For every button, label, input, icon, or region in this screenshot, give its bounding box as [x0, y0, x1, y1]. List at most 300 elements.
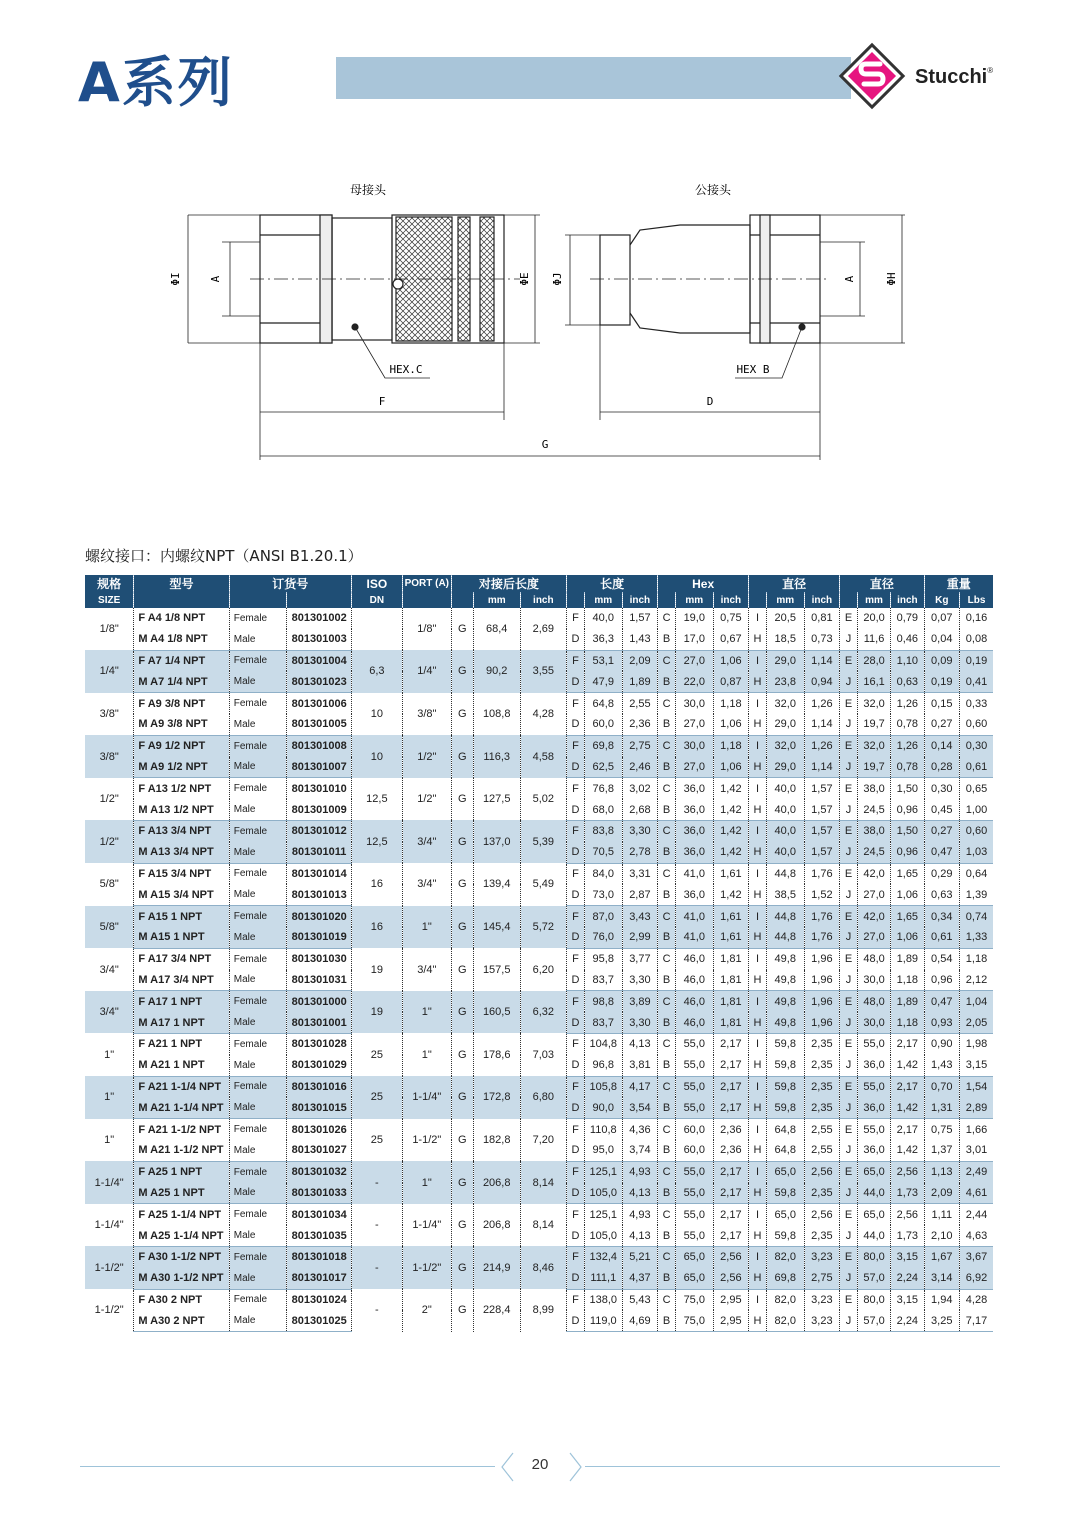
cell-lin: 1,57 [622, 608, 658, 629]
cell-model: F A17 1 NPT [134, 991, 229, 1012]
dim-phi-j: ΦJ [551, 272, 564, 286]
cell-d2: J [840, 1268, 858, 1289]
cell-port: 1-1/2" [402, 1246, 451, 1289]
cell-kg: 0,61 [924, 927, 960, 948]
cell-d1mm: 40,0 [766, 820, 804, 841]
cell-order-code: 801301017 [287, 1268, 351, 1289]
cell-h: B [658, 1097, 676, 1118]
table-row [85, 820, 993, 841]
cell-h: C [658, 906, 676, 927]
cell-lin: 3,54 [622, 1097, 658, 1118]
cell-d1: H [749, 629, 767, 650]
cell-l: D [567, 714, 585, 735]
cell-l: F [567, 608, 585, 629]
cell-kg: 0,70 [924, 1076, 960, 1097]
cell-h: B [658, 884, 676, 905]
cell-hin: 1,42 [713, 842, 749, 863]
cell-dn: - [351, 1289, 402, 1332]
cell-port: 1" [402, 1033, 451, 1076]
cell-hmm: 60,0 [675, 1119, 713, 1140]
cell-d2mm: 16,1 [857, 671, 890, 692]
cell-lin: 3,31 [622, 863, 658, 884]
cell-hin: 2,36 [713, 1119, 749, 1140]
cell-d1in: 1,57 [804, 820, 840, 841]
cell-lmm: 53,1 [584, 650, 622, 671]
cell-type: Male [229, 671, 287, 692]
cell-size: 1/2" [99, 793, 119, 806]
cell-size: 5/8" [99, 878, 119, 891]
table-row [85, 1033, 993, 1054]
cell-hmm: 22,0 [675, 671, 713, 692]
cell-d2mm: 38,0 [857, 778, 890, 799]
cell-hin: 1,81 [713, 1012, 749, 1033]
cell-order-code: 801301007 [287, 757, 351, 778]
cell-d2mm: 57,0 [857, 1310, 890, 1331]
table-row [85, 948, 993, 969]
cell-g-inch: 6,32 [520, 991, 567, 1034]
cell-d1in: 0,94 [804, 671, 840, 692]
cell-d1: H [749, 1268, 767, 1289]
dim-a-female: A [209, 275, 222, 283]
cell-kg: 0,93 [924, 1012, 960, 1033]
cell-hmm: 46,0 [675, 970, 713, 991]
cell-d2: J [840, 1140, 858, 1161]
cell-order-code: 801301033 [287, 1183, 351, 1204]
cell-d1: H [749, 884, 767, 905]
cell-type: Female [229, 1033, 287, 1054]
cell-lmm: 70,5 [584, 842, 622, 863]
cell-d1mm: 29,0 [766, 714, 804, 735]
cell-g-letter: G [451, 735, 473, 778]
cell-d2in: 0,79 [891, 608, 924, 629]
cell-g-mm: 137,0 [473, 820, 520, 863]
cell-d2in: 0,96 [891, 842, 924, 863]
cell-hmm: 55,0 [675, 1225, 713, 1246]
cell-d1: I [749, 863, 767, 884]
cell-d1mm: 29,0 [766, 757, 804, 778]
cell-model: F A21 1-1/4 NPT [134, 1076, 229, 1097]
cell-lbs: 2,44 [960, 1204, 993, 1225]
cell-lbs: 1,03 [960, 842, 993, 863]
cell-d2in: 1,42 [891, 1140, 924, 1161]
cell-lbs: 1,18 [960, 948, 993, 969]
cell-d1mm: 49,8 [766, 1012, 804, 1033]
cell-type: Female [229, 1289, 287, 1310]
dim-hex-c: HEX.C [389, 363, 423, 376]
cell-d2in: 1,89 [891, 948, 924, 969]
cell-lin: 3,81 [622, 1055, 658, 1076]
cell-g-inch: 4,58 [520, 735, 567, 778]
cell-order-code: 801301025 [287, 1310, 351, 1331]
cell-h: B [658, 757, 676, 778]
cell-d2mm: 57,0 [857, 1268, 890, 1289]
cell-h: C [658, 735, 676, 756]
cell-d1mm: 18,5 [766, 629, 804, 650]
cell-d2mm: 44,0 [857, 1225, 890, 1246]
cell-lin: 3,43 [622, 906, 658, 927]
cell-hmm: 75,0 [675, 1289, 713, 1310]
cell-d2in: 2,17 [891, 1076, 924, 1097]
cell-hmm: 17,0 [675, 629, 713, 650]
cell-lbs: 7,17 [960, 1310, 993, 1331]
cell-order-code: 801301030 [287, 948, 351, 969]
cell-lmm: 47,9 [584, 671, 622, 692]
cell-d1: H [749, 1140, 767, 1161]
cell-order-code: 801301034 [287, 1204, 351, 1225]
cell-d2mm: 27,0 [857, 927, 890, 948]
cell-hmm: 55,0 [675, 1055, 713, 1076]
th-length: 长度 [567, 575, 658, 592]
cell-lmm: 40,0 [584, 608, 622, 629]
cell-kg: 0,27 [924, 714, 960, 735]
cell-l: D [567, 1140, 585, 1161]
cell-d1mm: 82,0 [766, 1289, 804, 1310]
cell-l: F [567, 1119, 585, 1140]
cell-lmm: 60,0 [584, 714, 622, 735]
cell-d1mm: 64,8 [766, 1140, 804, 1161]
stucchi-logo-icon [836, 40, 908, 112]
cell-d1: H [749, 970, 767, 991]
th-size-en: SIZE [85, 592, 134, 608]
cell-model: M A21 1-1/4 NPT [134, 1097, 229, 1118]
cell-d1mm: 49,8 [766, 970, 804, 991]
cell-lin: 2,68 [622, 799, 658, 820]
cell-size: 1" [104, 1133, 115, 1146]
table-row [85, 1076, 993, 1097]
cell-d2mm: 42,0 [857, 906, 890, 927]
female-coupling [250, 215, 520, 343]
cell-l: F [567, 693, 585, 714]
brand-name: Stucchi® [915, 66, 994, 88]
cell-hin: 1,81 [713, 948, 749, 969]
cell-hmm: 41,0 [675, 906, 713, 927]
cell-lbs: 1,98 [960, 1033, 993, 1054]
cell-kg: 0,04 [924, 629, 960, 650]
cell-d2in: 2,56 [891, 1161, 924, 1182]
cell-d2: E [840, 948, 858, 969]
cell-lin: 3,89 [622, 991, 658, 1012]
cell-kg: 0,29 [924, 863, 960, 884]
cell-h: C [658, 650, 676, 671]
cell-d1: H [749, 1097, 767, 1118]
cell-d2mm: 36,0 [857, 1140, 890, 1161]
cell-g-inch: 5,72 [520, 906, 567, 949]
cell-lmm: 110,8 [584, 1119, 622, 1140]
cell-hmm: 55,0 [675, 1204, 713, 1225]
cell-lmm: 132,4 [584, 1246, 622, 1267]
cell-d1mm: 59,8 [766, 1097, 804, 1118]
cell-d1in: 1,76 [804, 927, 840, 948]
cell-model: M A13 3/4 NPT [134, 842, 229, 863]
header-bar [336, 57, 851, 99]
cell-g-mm: 178,6 [473, 1033, 520, 1076]
cell-d1mm: 59,8 [766, 1183, 804, 1204]
cell-hin: 1,61 [713, 927, 749, 948]
cell-port: 1/8" [402, 608, 451, 650]
cell-port: 1" [402, 906, 451, 949]
cell-lbs: 0,61 [960, 757, 993, 778]
cell-hin: 2,56 [713, 1268, 749, 1289]
cell-d2mm: 36,0 [857, 1055, 890, 1076]
cell-model: F A4 1/8 NPT [134, 608, 229, 629]
cell-size: 1/4" [85, 650, 134, 693]
cell-d2mm: 80,0 [857, 1246, 890, 1267]
cell-lbs: 3,15 [960, 1055, 993, 1076]
cell-d1: I [749, 820, 767, 841]
cell-lbs: 4,61 [960, 1183, 993, 1204]
cell-d1in: 1,57 [804, 799, 840, 820]
cell-lin: 4,37 [622, 1268, 658, 1289]
cell-d2mm: 24,5 [857, 799, 890, 820]
th-kg: Kg [924, 592, 960, 608]
cell-d2: J [840, 1183, 858, 1204]
cell-lbs: 0,60 [960, 820, 993, 841]
cell-dn: 16 [351, 906, 402, 949]
cell-lbs: 0,08 [960, 629, 993, 650]
cell-kg: 2,10 [924, 1225, 960, 1246]
cell-lbs: 2,05 [960, 1012, 993, 1033]
th-weight: 重量 [924, 575, 993, 592]
cell-model: M A13 1/2 NPT [134, 799, 229, 820]
cell-d2mm: 65,0 [857, 1204, 890, 1225]
cell-h: B [658, 1140, 676, 1161]
cell-d2: E [840, 778, 858, 799]
cell-hin: 0,67 [713, 629, 749, 650]
cell-d1in: 1,26 [804, 693, 840, 714]
cell-d2: E [840, 608, 858, 629]
cell-lmm: 68,0 [584, 799, 622, 820]
cell-port: 3/8" [402, 693, 451, 736]
cell-d1: H [749, 1012, 767, 1033]
cell-d2: J [840, 970, 858, 991]
cell-type: Male [229, 1310, 287, 1331]
cell-d1in: 2,35 [804, 1183, 840, 1204]
cell-lbs: 2,49 [960, 1161, 993, 1182]
cell-dn: 19 [351, 948, 402, 991]
cell-h: B [658, 970, 676, 991]
cell-order-code: 801301001 [287, 1012, 351, 1033]
cell-model: F A21 1 NPT [134, 1033, 229, 1054]
cell-port: 1-1/4" [402, 1204, 451, 1247]
cell-g-letter: G [451, 1161, 473, 1204]
cell-d2in: 2,24 [891, 1268, 924, 1289]
cell-d2: J [840, 757, 858, 778]
dim-g: G [541, 438, 549, 451]
cell-model: F A13 3/4 NPT [134, 820, 229, 841]
cell-l: F [567, 906, 585, 927]
cell-d2in: 2,17 [891, 1033, 924, 1054]
cell-h: B [658, 1310, 676, 1331]
cell-size: 1" [85, 1076, 134, 1119]
cell-d1mm: 40,0 [766, 842, 804, 863]
cell-d2mm: 65,0 [857, 1161, 890, 1182]
cell-hin: 1,42 [713, 778, 749, 799]
cell-hin: 2,56 [713, 1246, 749, 1267]
cell-d1: H [749, 757, 767, 778]
cell-type: Female [229, 948, 287, 969]
cell-type: Male [229, 1140, 287, 1161]
cell-d1: I [749, 1076, 767, 1097]
cell-d1mm: 32,0 [766, 693, 804, 714]
cell-d1mm: 64,8 [766, 1119, 804, 1140]
cell-d2in: 1,06 [891, 927, 924, 948]
cell-order-code: 801301005 [287, 714, 351, 735]
cell-l: D [567, 970, 585, 991]
cell-hmm: 65,0 [675, 1268, 713, 1289]
cell-lin: 4,13 [622, 1033, 658, 1054]
cell-hmm: 55,0 [675, 1033, 713, 1054]
cell-d2: E [840, 1033, 858, 1054]
cell-h: B [658, 1225, 676, 1246]
cell-model: M A15 3/4 NPT [134, 884, 229, 905]
cell-l: F [567, 1076, 585, 1097]
cell-d1: H [749, 1310, 767, 1331]
cell-type: Female [229, 1119, 287, 1140]
cell-lbs: 0,16 [960, 608, 993, 629]
dim-phi-i: ΦI [169, 272, 182, 286]
cell-order-code: 801301002 [287, 608, 351, 629]
cell-kg: 0,54 [924, 948, 960, 969]
coupling-drawing [160, 170, 920, 480]
cell-g-letter: G [451, 1119, 473, 1162]
cell-g-inch: 8,14 [520, 1161, 567, 1204]
cell-dn: 10 [351, 693, 402, 736]
cell-lmm: 62,5 [584, 757, 622, 778]
cell-d2in: 1,42 [891, 1055, 924, 1076]
cell-hin: 1,06 [713, 757, 749, 778]
cell-g-letter: G [451, 1033, 473, 1076]
cell-lbs: 3,67 [960, 1246, 993, 1267]
cell-hmm: 30,0 [675, 693, 713, 714]
cell-d1mm: 40,0 [766, 778, 804, 799]
cell-l: F [567, 735, 585, 756]
cell-d1mm: 59,8 [766, 1076, 804, 1097]
cell-d1: H [749, 1183, 767, 1204]
cell-d2in: 2,56 [891, 1204, 924, 1225]
cell-port: 2" [402, 1289, 451, 1332]
cell-kg: 0,19 [924, 671, 960, 692]
cell-d1in: 2,75 [804, 1268, 840, 1289]
table-subheader-row: SIZE DN mm inch mm inch mm inch mm inch mm inch Kg Lbs [85, 592, 993, 608]
cell-hmm: 36,0 [675, 884, 713, 905]
cell-order-code: 801301018 [287, 1246, 351, 1267]
cell-dn: 12,5 [351, 820, 402, 863]
cell-order-code: 801301013 [287, 884, 351, 905]
cell-l: F [567, 948, 585, 969]
th-model: 型号 [134, 575, 229, 592]
cell-model: M A17 1 NPT [134, 1012, 229, 1033]
cell-lbs: 1,66 [960, 1119, 993, 1140]
cell-type: Male [229, 842, 287, 863]
cell-lmm: 96,8 [584, 1055, 622, 1076]
cell-h: C [658, 1289, 676, 1310]
cell-hin: 1,06 [713, 714, 749, 735]
cell-g-inch: 7,20 [520, 1119, 567, 1162]
cell-port: 3/4" [402, 863, 451, 906]
cell-d2mm: 20,0 [857, 608, 890, 629]
cell-d1: I [749, 1119, 767, 1140]
cell-d1mm: 59,8 [766, 1055, 804, 1076]
cell-d2mm: 80,0 [857, 1289, 890, 1310]
cell-kg: 0,30 [924, 778, 960, 799]
spec-table [85, 575, 993, 1332]
cell-type: Female [229, 608, 287, 629]
cell-g-letter: G [451, 948, 473, 991]
cell-lin: 2,09 [622, 650, 658, 671]
cell-d1mm: 59,8 [766, 1225, 804, 1246]
cell-model: F A17 3/4 NPT [134, 948, 229, 969]
cell-d1mm: 65,0 [766, 1204, 804, 1225]
cell-hin: 1,06 [713, 650, 749, 671]
cell-type: Male [229, 757, 287, 778]
cell-d2: J [840, 1310, 858, 1331]
cell-d2mm: 38,0 [857, 820, 890, 841]
cell-g-mm: 157,5 [473, 948, 520, 991]
cell-kg: 0,63 [924, 884, 960, 905]
cell-kg: 0,28 [924, 757, 960, 778]
cell-kg: 0,07 [924, 608, 960, 629]
cell-type: Female [229, 778, 287, 799]
cell-d1in: 1,96 [804, 1012, 840, 1033]
dim-phi-h: ΦH [885, 272, 898, 286]
cell-model: M A15 1 NPT [134, 927, 229, 948]
section-title: 螺纹接口：内螺纹NPT（ANSI B1.20.1） [85, 547, 363, 565]
cell-kg: 1,37 [924, 1140, 960, 1161]
cell-g-letter: G [451, 693, 473, 736]
cell-d2in: 1,89 [891, 991, 924, 1012]
cell-d1mm: 59,8 [766, 1033, 804, 1054]
cell-hin: 2,17 [713, 1183, 749, 1204]
cell-d2in: 1,18 [891, 970, 924, 991]
cell-kg: 1,67 [924, 1246, 960, 1267]
cell-lmm: 98,8 [584, 991, 622, 1012]
table-row [85, 693, 993, 714]
cell-g-letter: G [451, 778, 473, 821]
cell-g-mm: 206,8 [473, 1161, 520, 1204]
cell-lmm: 76,0 [584, 927, 622, 948]
cell-d1: I [749, 1246, 767, 1267]
cell-lbs: 0,41 [960, 671, 993, 692]
cell-kg: 0,09 [924, 650, 960, 671]
cell-d2in: 1,10 [891, 650, 924, 671]
cell-d2in: 3,15 [891, 1289, 924, 1310]
cell-order-code: 801301020 [287, 906, 351, 927]
cell-port: 1" [402, 991, 451, 1034]
cell-lmm: 36,3 [584, 629, 622, 650]
cell-d2: J [840, 1055, 858, 1076]
cell-lin: 2,87 [622, 884, 658, 905]
cell-l: D [567, 629, 585, 650]
cell-size: 1-1/4" [94, 1219, 124, 1232]
cell-d1in: 3,23 [804, 1246, 840, 1267]
cell-order-code: 801301032 [287, 1161, 351, 1182]
cell-d1in: 3,23 [804, 1289, 840, 1310]
cell-hmm: 60,0 [675, 1140, 713, 1161]
cell-d2: J [840, 1012, 858, 1033]
cell-d2in: 1,42 [891, 1097, 924, 1118]
cell-lin: 4,69 [622, 1310, 658, 1331]
cell-d2: J [840, 799, 858, 820]
cell-order-code: 801301027 [287, 1140, 351, 1161]
cell-d2: J [840, 714, 858, 735]
cell-type: Female [229, 991, 287, 1012]
cell-d1in: 1,52 [804, 884, 840, 905]
cell-size: 1" [104, 1048, 115, 1061]
cell-dn: 25 [351, 1076, 402, 1119]
cell-lin: 3,30 [622, 820, 658, 841]
cell-d1mm: 32,0 [766, 735, 804, 756]
cell-kg: 0,47 [924, 842, 960, 863]
